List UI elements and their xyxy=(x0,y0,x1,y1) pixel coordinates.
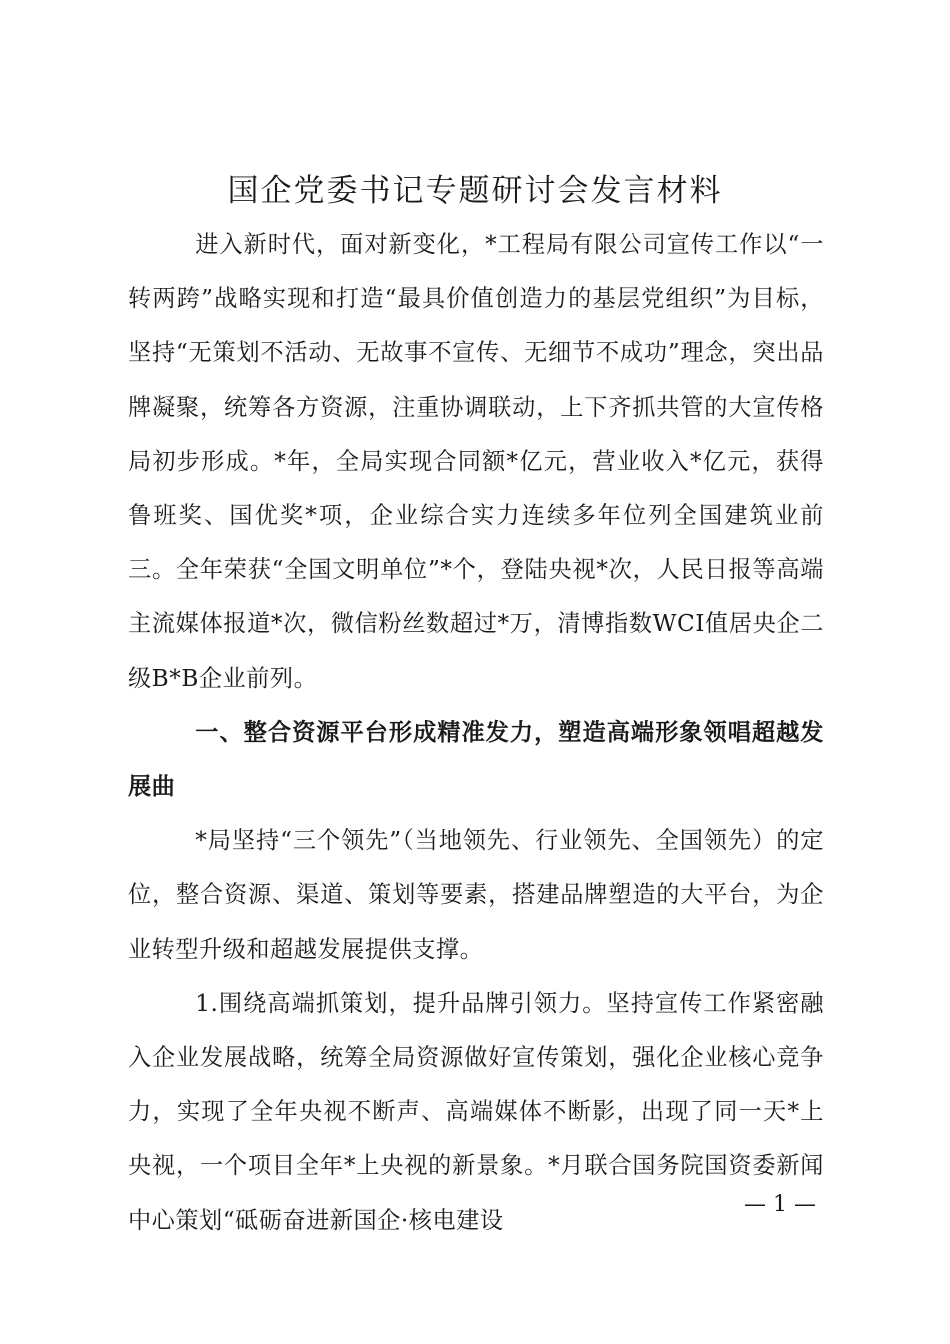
page-title: 国企党委书记专题研讨会发言材料 xyxy=(227,173,723,209)
section-1-item-1-paragraph: 1.围绕高端抓策划，提升品牌引领力。坚持宣传工作紧密融入企业发展战略，统筹全局资源做好宣传策划，强化企业核心竞争力，实现了全年央视不断声、高端媒体不断影，出现了同一天*上央视，一个项目全年*上央视的新景象。*月联合国务院国资委新闻中心策划“砥砺奋进新国企·核电建设 xyxy=(128,989,824,1234)
intro-paragraph: 进入新时代，面对新变化，*工程局有限公司宣传工作以“一转两跨”战略实现和打造“最具价值创造力的基层党组织”为目标，坚持“无策划不活动、无故事不宣传、无细节不成功”理念，突出品牌凝聚，统筹各方资源，注重协调联动，上下齐抓共管的大宣传格局初步形成。*年，全局实现合同额*亿元，营业收入*亿元，获得鲁班奖、国优奖*项，企业综合实力连续多年位列全国建筑业前三。全年荣获“全国文明单位”*个，登陆央视*次，人民日报等高端主流媒体报道*次，微信粉丝数超过*万，清博指数WCI值居央企二级B*B企业前列。 xyxy=(128,231,824,692)
document-body xyxy=(128,218,824,1248)
page-number: — 1 — xyxy=(744,1192,816,1217)
section-1-intro-paragraph: *局坚持“三个领先”（当地领先、行业领先、全国领先）的定位，整合资源、渠道、策划等要素，搭建品牌塑造的大平台，为企业转型升级和超越发展提供支撑。 xyxy=(128,827,824,963)
section-heading-1: 一、整合资源平台形成精准发力，塑造高端形象领唱超越发展曲 xyxy=(128,718,824,801)
